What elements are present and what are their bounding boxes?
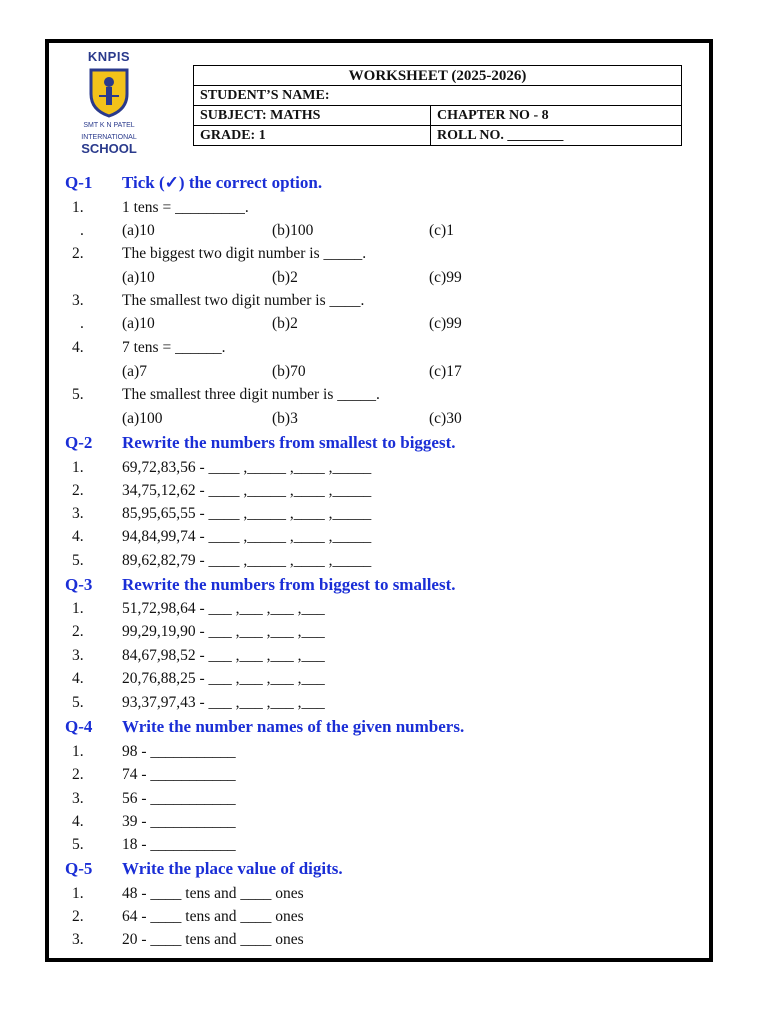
question-title: Write the number names of the given numbers. [122,717,465,736]
option-a: (a)7 [122,363,147,380]
item-number: 2. [72,766,84,783]
worksheet-title: WORKSHEET (2025-2026) [194,66,682,86]
item-number: 5. [72,552,84,569]
item-number: 4. [72,670,84,687]
item-number: 3. [72,292,84,309]
logo-name-line2: INTERNATIONAL [81,134,137,141]
option-c: (c)1 [429,222,454,239]
option-b: (b)70 [272,363,306,380]
item-text: 1 tens = _________. [122,199,249,216]
item-text: 48 - ____ tens and ____ ones [122,885,304,902]
item-text: 18 - ___________ [122,836,236,853]
question-number: Q-4 [65,717,93,736]
option-c: (c)30 [429,410,462,427]
item-number: 1. [72,199,84,216]
item-number: 4. [72,813,84,830]
student-name-field: STUDENT’S NAME: [194,86,682,106]
item-number: 3. [72,931,84,948]
item-number: 5. [72,836,84,853]
item-number: 2. [72,482,84,499]
item-text: 34,75,12,62 - ____ ,_____ ,____ ,_____ [122,482,372,499]
worksheet-header-table [193,65,682,146]
item-text: 84,67,98,52 - ___ ,___ ,___ ,___ [122,647,325,664]
item-text: 94,84,99,74 - ____ ,_____ ,____ ,_____ [122,528,372,545]
item-text: The smallest two digit number is ____. [122,292,365,309]
option-b: (b)2 [272,269,298,286]
item-number: 3. [72,505,84,522]
question-title: Tick (✓) the correct option. [122,173,323,192]
item-text: 99,29,19,90 - ___ ,___ ,___ ,___ [122,623,325,640]
item-text: 93,37,97,43 - ___ ,___ ,___ ,___ [122,694,325,711]
option-b: (b)2 [272,315,298,332]
question-number: Q-3 [65,575,93,594]
item-text: 74 - ___________ [122,766,236,783]
item-text: 39 - ___________ [122,813,236,830]
bullet-mark: . [80,222,84,239]
question-number: Q-2 [65,433,93,452]
roll-no-cell: ROLL NO. ________ [431,126,682,146]
logo-name-line1: SMT K N PATEL [83,122,135,129]
item-number: 1. [72,743,84,760]
item-number: 3. [72,647,84,664]
item-text: 20 - ____ tens and ____ ones [122,931,304,948]
item-number: 3. [72,790,84,807]
item-text: 56 - ___________ [122,790,236,807]
option-b: (b)100 [272,222,314,239]
logo-name-line3: SCHOOL [81,141,137,156]
option-b: (b)3 [272,410,298,427]
option-a: (a)10 [122,269,155,286]
option-c: (c)99 [429,269,462,286]
item-text: 51,72,98,64 - ___ ,___ ,___ ,___ [122,600,325,617]
question-title: Rewrite the numbers from biggest to smallest. [122,575,456,594]
option-c: (c)17 [429,363,462,380]
item-text: 20,76,88,25 - ___ ,___ ,___ ,___ [122,670,325,687]
subject-cell: SUBJECT: MATHS [194,106,431,126]
chapter-cell: CHAPTER NO - 8 [431,106,682,126]
option-a: (a)10 [122,315,155,332]
option-a: (a)100 [122,410,163,427]
item-text: 85,95,65,55 - ____ ,_____ ,____ ,_____ [122,505,372,522]
item-number: 5. [72,386,84,403]
item-text: 69,72,83,56 - ____ ,_____ ,____ ,_____ [122,459,372,476]
item-number: 1. [72,885,84,902]
logo-abbr: KNPIS [87,49,131,64]
bullet-mark: . [80,315,84,332]
question-title: Rewrite the numbers from smallest to biggest. [122,433,456,452]
item-text: 7 tens = ______. [122,339,226,356]
item-number: 1. [72,600,84,617]
item-number: 2. [72,245,84,262]
item-number: 1. [72,459,84,476]
item-number: 4. [72,528,84,545]
item-text: The biggest two digit number is _____. [122,245,367,262]
option-a: (a)10 [122,222,155,239]
item-number: 4. [72,339,84,356]
item-text: The smallest three digit number is _____. [122,386,380,403]
item-text: 89,62,82,79 - ____ ,_____ ,____ ,_____ [122,552,372,569]
question-title: Write the place value of digits. [122,859,343,878]
item-number: 2. [72,623,84,640]
item-number: 5. [72,694,84,711]
school-logo [74,49,144,156]
question-number: Q-1 [65,173,93,192]
question-number: Q-5 [65,859,93,878]
grade-cell: GRADE: 1 [194,126,431,146]
item-text: 98 - ___________ [122,743,236,760]
option-c: (c)99 [429,315,462,332]
item-text: 64 - ____ tens and ____ ones [122,908,304,925]
shield-icon [87,66,131,118]
item-number: 2. [72,908,84,925]
